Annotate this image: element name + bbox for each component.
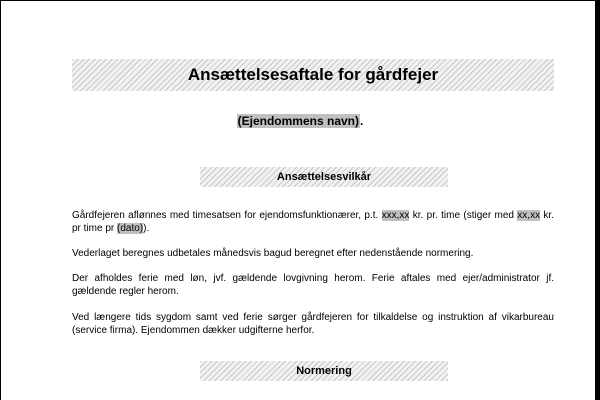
paragraph-holiday: Der afholdes ferie med løn, jvf. gældende lovgivning herom. Ferie aftales med ejer/administrator jf. gældende regler herom. (72, 273, 554, 297)
date-field[interactable]: (dato) (117, 223, 144, 234)
property-name-field[interactable]: (Ejendommens navn) (237, 114, 359, 128)
page-top-border (0, 0, 600, 1)
paragraph-text: ). (143, 223, 150, 234)
page-left-border (0, 0, 1, 400)
page-right-border (595, 0, 600, 400)
property-name-line (0, 114, 600, 128)
section-heading-text: Ansættelsesvilkår (276, 171, 372, 183)
document-title-text: Ansættelsesaftale for gårdfejer (187, 65, 439, 84)
section-heading-staffing (200, 361, 448, 381)
paragraph-sickness: Ved længere tids sygdom samt ved ferie sørger gårdfejeren for tilkaldelse og instruktion af vikarbureau (service firma). Ejendommen dækker udgifterne herfor. (72, 312, 554, 336)
section-heading-text: Normering (296, 365, 352, 377)
document-title (72, 59, 554, 91)
paragraph-wage (72, 209, 554, 235)
paragraph-text: kr. pr. time (stiger med (409, 210, 518, 221)
paragraph-text: Gårdfejeren aflønnes med timesatsen for ejendomsfunktionærer, p.t. (72, 210, 382, 221)
paragraph-payment: Vederlaget beregnes udbetales månedsvis bagud beregnet efter nedenstående normering. (72, 248, 474, 259)
section-heading-employment-terms (200, 167, 448, 187)
hourly-rate-field[interactable]: xxx,xx (381, 210, 410, 221)
rate-increase-field[interactable]: xx,xx (517, 210, 541, 221)
property-name-suffix: . (360, 114, 364, 128)
paragraph-text: kr. pr time pr (72, 210, 554, 234)
